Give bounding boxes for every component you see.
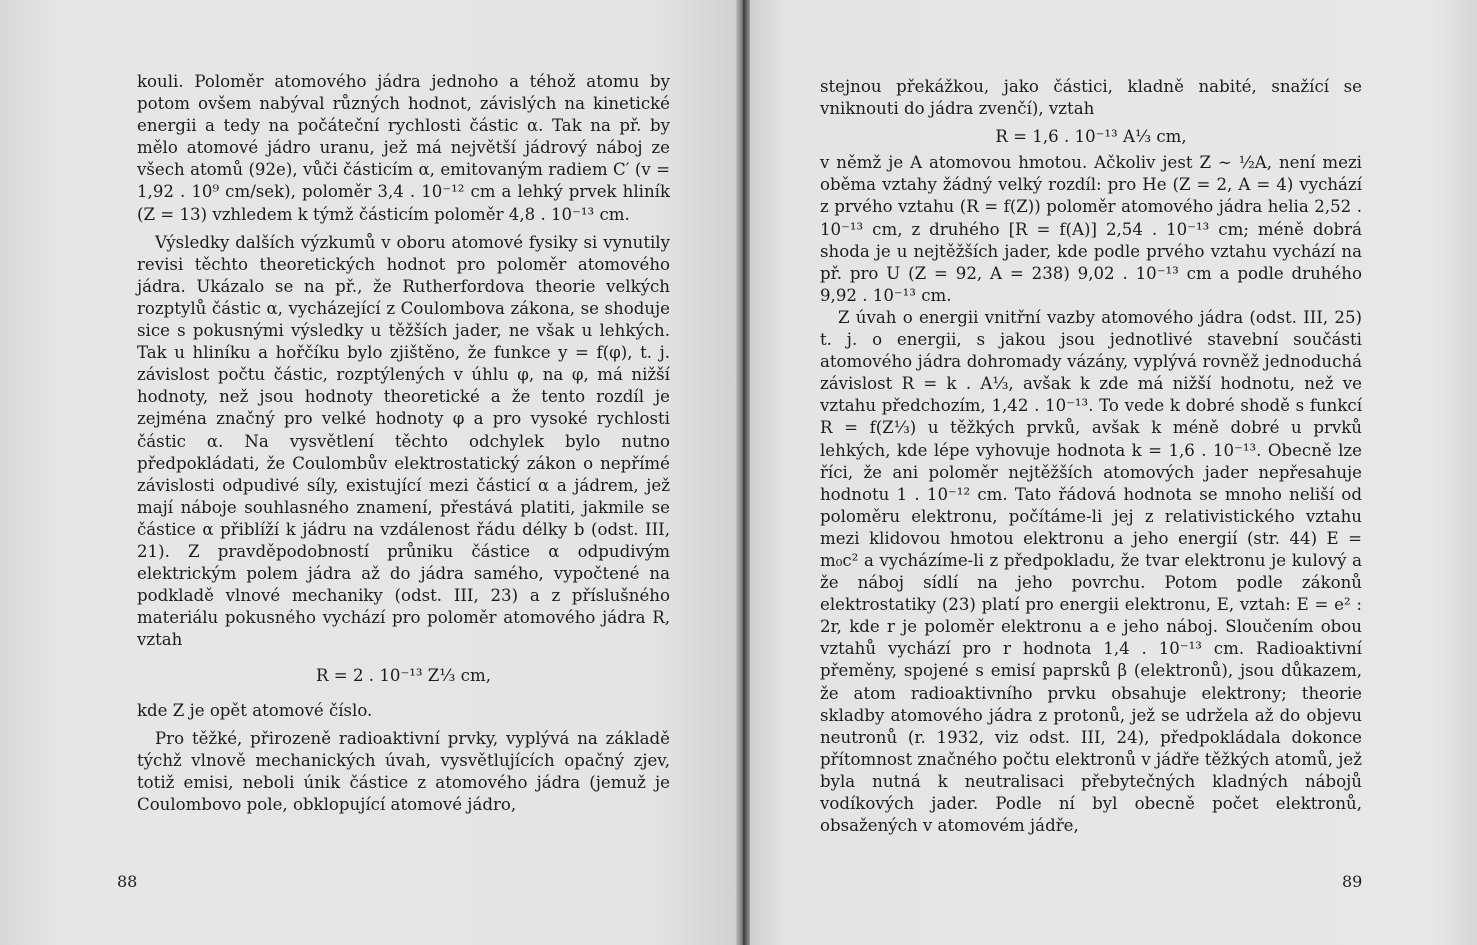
right-paragraph-1: stejnou překážkou, jako částici, kladně nabité, snažící se vniknouti do jádra zvenčí), vztah: [820, 77, 1362, 119]
right-paragraph-2: v němž je A atomovou hmotou. Ačkoliv jest Z ∼ ½A, není mezi oběma vztahy žádný velký rozdíl: pro He (Z = 2, A = 4) vychází z prvého vztahu (R = f(Z)) poloměr atomového jádra helia 2,52 . 10⁻¹³ cm, z druhého [R = f(A)] 2,54 . 10⁻¹³ cm; méně dobrá shoda je u nejtěžších jader, kde podle prvého vztahu vychází na př. pro U (Z = 92, A = 238) 9,02 . 10⁻¹³ cm a podle druhého 9,92 . 10⁻¹³ cm.: [820, 153, 1362, 305]
right-page-number: 89: [1342, 872, 1363, 891]
left-paragraph-3: kde Z je opět atomové číslo.: [137, 700, 373, 720]
book-gutter: [736, 0, 750, 945]
right-page: [742, 0, 1477, 945]
left-paragraph-1: kouli. Poloměr atomového jádra jednoho a téhož atomu by potom ovšem nabýval různých hodnot, závislých na kinetické energii a tedy na počáteční rychlosti částic α. Tak na př. by mělo atomové jádro uranu, jež má největší jádrový náboj ze všech atomů (92e), vůči částicím α, emitovaným radiem C′ (v = 1,92 . 10⁹ cm/sek), poloměr 3,4 . 10⁻¹² cm a lehký prvek hliník (Z = 13) vzhledem k týmž částicím poloměr 4,8 . 10⁻¹³ cm.: [137, 72, 670, 224]
right-page-text: [820, 76, 1362, 837]
left-paragraph-4: Pro těžké, přirozeně radioaktivní prvky, vyplývá na základě týchž vlnově mechanických úvah, vysvětlujících opačný zjev, totiž emisi, neboli únik částice z atomového jádra (jemuž je Coulombovo pole, obklopující atomové jádro,: [137, 728, 670, 814]
left-paragraph-2: Výsledky dalších výzkumů v oboru atomové fysiky si vynutily revisi těchto theoretických hodnot pro poloměr atomového jádra. Ukázalo se na př., že Rutherfordova theorie velkých rozptylů částic α, vycházející z Coulombova zákona, se shoduje sice s pokusnými výsledky u těžších jader, ne však u lehkých. Tak u hliníku a hořčíku bylo zjištěno, že funkce y = f(φ), t. j. závislost počtu částic, rozptýlených v úhlu φ, na φ, má nižší hodnoty, než jsou hodnoty theoretické a že tento rozdíl je zejména značný pro velké hodnoty φ a pro vysoké rychlosti částic α. Na vysvětlení těchto odchylek bylo nutno předpokládati, že Coulombův elektrostatický zákon o nepřímé závislosti odpudivé síly, existující mezi částicí α a jádrem, jež mají náboje souhlasného znamení, přestává platiti, jakmile se částice α přiblíží k jádru na vzdálenost řádu délky b (odst. III, 21). Z pravděpodobností průniku částice α odpudivým elektrickým polem jádra až do jádra samého, vypočtené na podkladě vlnové mechaniky (odst. III, 23) a z příslušného materiálu pokusného vychází pro poloměr atomového jádra R, vztah: [137, 232, 670, 650]
right-formula: R = 1,6 . 10⁻¹³ A⅓ cm,: [995, 127, 1187, 147]
right-paragraph-3: Z úvah o energii vnitřní vazby atomového jádra (odst. III, 25) t. j. o energii, s jakou jsou jednotlivé stavební součásti atomového jádra dohromady vázány, vyplývá rovněž jednoduchá závislost R = k . A⅓, avšak k zde má nižší hodnotu, než ve vztahu předchozím, 1,42 . 10⁻¹³. To vede k dobré shodě s funkcí R = f(Z⅓) u těžkých prvků, avšak k méně dobré u prvků lehkých, kde lépe vyhovuje hodnota k = 1,6 . 10⁻¹³. Obecně lze říci, že ani poloměr nejtěžších atomových jader nepřesahuje hodnotu 1 . 10⁻¹² cm. Tato řádová hodnota se mnoho neliší od poloměru elektronu, počítáme-li jej z relativistického vztahu mezi klidovou hmotou elektronu a jeho energií (str. 44) E = m₀c² a vycházíme-li z předpokladu, že tvar elektronu je kulový a že náboj sídlí na jeho povrchu. Potom podle zákonů elektrostatiky (23) platí pro energii elektronu, E, vztah: E = e² : 2r, kde r je poloměr elektronu a e jeho náboj. Sloučením obou vztahů vychází pro r hodnota 1,4 . 10⁻¹³ cm. Radioaktivní přeměny, spojené s emisí paprsků β (elektronů), jsou důkazem, že atom radioaktivního prvku obsahuje elektrony; theorie skladby atomového jádra z protonů, jež se udržela až do objevu neutronů (r. 1932, viz odst. III, 24), předpokládala dokonce přítomnost značného počtu elektronů v jádře těžkých atomů, jež byla nutná k neutralisaci přebytečných kladných nábojů vodíkových jader. Podle ní byl obecně počet elektronů, obsažených v atomovém jádře,: [820, 307, 1362, 836]
left-page-text: [137, 71, 670, 816]
left-page-number: 88: [117, 872, 138, 891]
left-formula: R = 2 . 10⁻¹³ Z⅓ cm,: [316, 666, 491, 686]
